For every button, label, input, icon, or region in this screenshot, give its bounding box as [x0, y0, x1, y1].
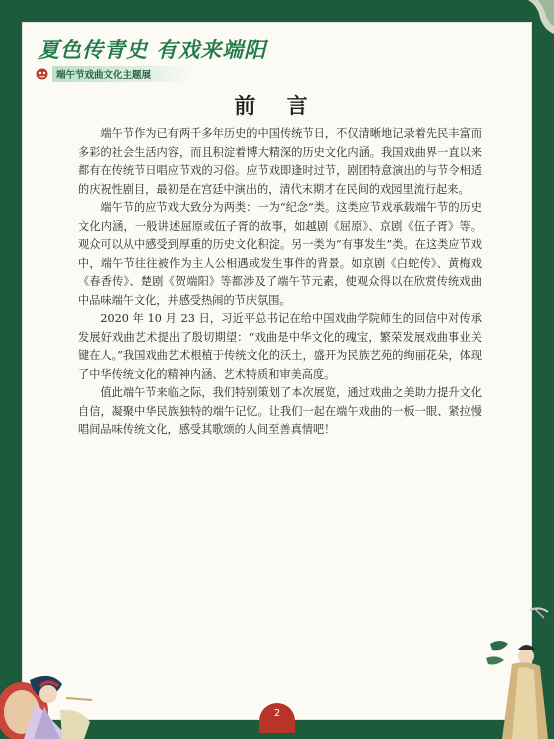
paragraph-4: 值此端午节来临之际，我们特别策划了本次展览，通过戏曲之美助力提升文化自信，凝聚中华民族独特的端午记忆。让我们一起在端午戏曲的一板一眼、紧拉慢唱间品味传统文化，感受其歌颂的人间至善真情吧！ — [78, 386, 482, 436]
opera-mask-icon — [36, 68, 48, 80]
paragraph-3: 2020 年 10 月 23 日，习近平总书记在给中国戏曲学院师生的回信中对传承发展好戏曲艺术提出了殷切期望：“戏曲是中华文化的瑰宝，繁荣发展戏曲事业关键在人。”我国戏曲艺术根植于传统文化的沃土，盛开为民族艺苑的绚丽花朵，体现了中华传统文化的精神内涵、艺术特质和审美高度。 — [78, 312, 482, 381]
paragraph-1: 端午节作为已有两千多年历史的中国传统节日，不仅清晰地记录着先民丰富而多彩的社会生活内容，而且积淀着博大精深的历史文化内涵。我国戏曲界一直以来都有在传统节日唱应节戏的习俗。应节戏即逢时过节，剧团特意演出的与节令相适的庆祝性剧目，最初是在宫廷中演出的，清代末期才在民间的戏园里流行起来。 — [78, 127, 482, 196]
paragraph-2: 端午节的应节戏大致分为两类：一为“纪念”类。这类应节戏承载端午节的历史文化内涵，一般讲述屈原或伍子胥的故事，如越剧《屈原》、京剧《伍子胥》等。观众可以从中感受到厚重的历史文化积淀。另一类为“有事发生”类。在这类应节戏中，端午节往往被作为主人公相遇或发生事件的背景。如京剧《白蛇传》、黄梅戏《春香传》、楚剧《贺端阳》等都涉及了端午节元素，使观众得以在欣赏传统戏曲中品味端午文化，并感受热闹的节庆氛围。 — [78, 201, 482, 307]
page-title: 前 言 — [234, 93, 320, 118]
scholar-figure-illustration-icon — [482, 604, 554, 739]
header-subtitle-bar — [36, 66, 191, 82]
page-number-badge: 2 — [259, 703, 295, 733]
opera-figure-illustration-icon — [0, 640, 100, 739]
header-title: 夏色传青史 有戏来端阳 — [38, 37, 267, 62]
preface-body — [78, 125, 482, 440]
header-subtitle: 端午节戏曲文化主题展 — [52, 66, 191, 82]
corner-ornament-icon — [508, 0, 554, 40]
